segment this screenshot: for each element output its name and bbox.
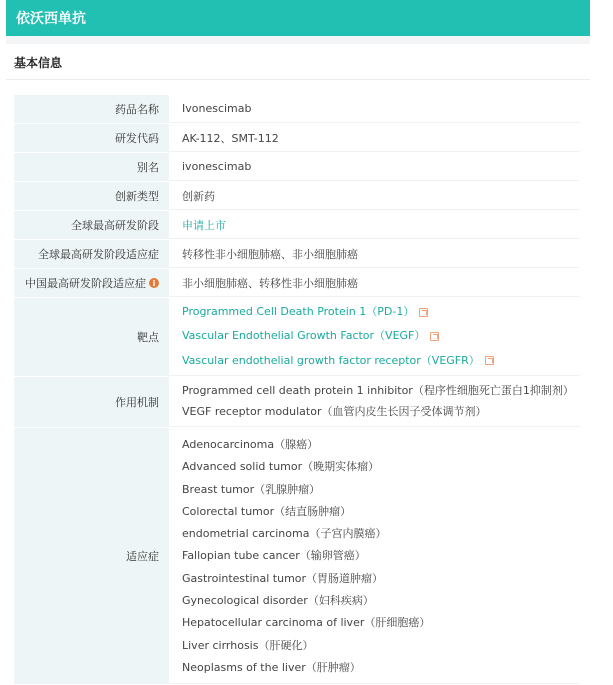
row-china-indication <box>14 269 580 298</box>
value-global-indication: 转移性非小细胞肺癌、非小细胞肺癌 <box>169 240 580 268</box>
row-innovation <box>14 182 580 211</box>
indication-item: Gastrointestinal tumor（胃肠道肿瘤） <box>182 571 384 585</box>
target-link-vegfr[interactable] <box>182 350 580 372</box>
target-text[interactable]: Vascular endothelial growth factor receptor（VEGFR） <box>182 353 480 367</box>
label-targets: 靶点 <box>14 298 169 376</box>
value-dev-code: AK-112、SMT-112 <box>169 124 580 152</box>
value-drug-name: Ivonescimab <box>169 95 580 123</box>
indication-item: Neoplasms of the liver（肝肿瘤） <box>182 660 361 674</box>
label-drug-name: 药品名称 <box>14 95 169 123</box>
label-china-indication-cell <box>14 269 169 297</box>
page-header <box>6 0 590 36</box>
target-link-vegf[interactable] <box>182 325 580 347</box>
section-gap <box>6 36 590 44</box>
label-innovation: 创新类型 <box>14 182 169 210</box>
row-alias <box>14 153 580 182</box>
row-indications <box>14 428 580 685</box>
external-link-icon[interactable] <box>430 332 439 341</box>
drug-title: 依沃西单抗 <box>16 11 86 27</box>
info-icon[interactable]: i <box>149 278 159 288</box>
value-innovation: 创新药 <box>169 182 580 210</box>
indication-item: Advanced solid tumor（晚期实体瘤） <box>182 460 380 474</box>
value-alias: ivonescimab <box>169 153 580 181</box>
target-text[interactable]: Vascular Endothelial Growth Factor（VEGF） <box>182 329 426 343</box>
section-title: 基本信息 <box>14 56 63 70</box>
row-global-indication <box>14 240 580 269</box>
value-mechanism <box>169 377 580 427</box>
label-mechanism: 作用机制 <box>14 377 169 427</box>
external-link-icon[interactable] <box>485 356 494 365</box>
value-china-indication: 非小细胞肺癌、转移性非小细胞肺癌 <box>169 269 580 297</box>
global-stage-link[interactable]: 申请上市 <box>182 218 226 232</box>
indication-item: Gynecological disorder（妇科疾病） <box>182 594 374 608</box>
value-targets <box>169 298 580 376</box>
section-divider <box>6 79 590 80</box>
target-link-pd1[interactable] <box>182 301 580 323</box>
indication-item: Hepatocellular carcinoma of liver（肝细胞癌） <box>182 616 431 630</box>
mechanism-item: Programmed cell death protein 1 inhibitor（程序性细胞死亡蛋白1抑制剂） <box>182 383 574 397</box>
target-text[interactable]: Programmed Cell Death Protein 1（PD-1） <box>182 305 415 319</box>
basic-info-table <box>14 95 580 685</box>
label-global-indication: 全球最高研发阶段适应症 <box>14 240 169 268</box>
value-indications <box>169 428 580 684</box>
row-targets <box>14 298 580 377</box>
row-mechanism <box>14 377 580 428</box>
label-dev-code: 研发代码 <box>14 124 169 152</box>
label-global-stage: 全球最高研发阶段 <box>14 211 169 239</box>
indication-item: Adenocarcinoma（腺癌） <box>182 438 319 451</box>
label-indications: 适应症 <box>14 428 169 684</box>
external-link-icon[interactable] <box>419 308 428 317</box>
indication-item: endometrial carcinoma（子宫内膜癌） <box>182 527 387 541</box>
indication-item: Colorectal tumor（结直肠肿瘤） <box>182 504 352 518</box>
value-global-stage-cell <box>169 211 580 239</box>
label-alias: 别名 <box>14 153 169 181</box>
indication-item: Breast tumor（乳腺肿瘤） <box>182 482 321 496</box>
row-dev-code <box>14 124 580 153</box>
mechanism-item: VEGF receptor modulator（血管内皮生长因子受体调节剂） <box>182 405 487 419</box>
indication-item: Liver cirrhosis（肝硬化） <box>182 638 314 652</box>
label-china-indication: 中国最高研发阶段适应症 <box>25 277 146 290</box>
indication-item: Fallopian tube cancer（输卵管癌） <box>182 549 366 563</box>
row-global-stage <box>14 211 580 240</box>
row-drug-name <box>14 95 580 124</box>
